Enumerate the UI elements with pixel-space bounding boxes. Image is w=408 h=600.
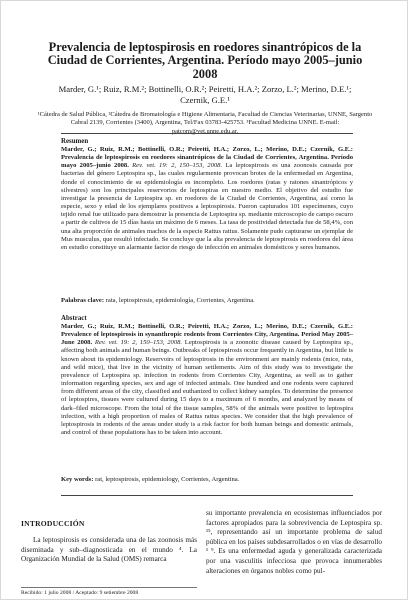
key-words [61,476,353,484]
resumen-reference: Rev. vet. 19: 2, 150–153, 2008. [132,162,223,170]
intro-heading: INTRODUCCIÓN [21,519,85,528]
bottom-rule [61,495,353,496]
resumen-heading: Resumen [61,138,89,145]
palabras-clave [61,297,353,305]
abstract-heading: Abstract [61,315,87,322]
received-note: Recibido: 1 julio 2008 / Aceptado: 9 setiembre 2008 [21,587,197,597]
author-list: Marder, G.¹; Ruiz, R.M.²; Bottinelli, O.R.²; Peiretti, H.A.²; Zorzo, L.²; Merino, D.E.¹; Czernik, G.E.¹ [58,84,352,105]
abstract-citation: Marder, G.; Ruiz, R.M.; Bottinelli, O.R.; Peiretti, H.A.; Zorzo, L.; Merino, D.E.; Czernik, G.E.: Prevalence of leptospirosis in synanthropic rodents from Corrientes City, Argentina. Period May 2005–June 2008. [61,323,353,347]
article-title: Prevalencia de leptospirosis en roedores sinantrópicos de la Ciudad de Corrientes, Argentina. Período mayo 2005–junio 2008 [47,40,363,81]
intro-left-column: La leptospirosis es considerada una de las zoonosis más diseminada y sub–diagnosticada en el mundo ⁴. La Organización Mundial de la Salud (OMS) remarca [21,536,197,564]
key-words-label: Key words: [61,476,94,483]
palabras-clave-text: rata, leptospirosis, epidemiología, Corrientes, Argentina. [105,297,255,304]
abstract-body: Leptospirosis is a zoonotic disease caused by Leptospira sp., affecting both animals and human beings. Outbreaks of leptospirosis occur frequently in Argentina, but little is known about its epidemiology. Reservoirs of leptospirosis in the environment are mainly rodents (mice, rats, and wild mice), that live in the vicinity of human settlements. Aim of this study was to investigate the prevalence of Leptospira sp. infection in rodents from Corrientes City, Argentina, as well as to gather information regarding species, sex and age of infected animals. One hundred and one rodents were captured from different areas of the city, classified and euthanized to collect kidney samples. To determine the presence of leptospires, tissues were cultured during 15 days to a maximum of 6 months, and analyzed by means of dark–filed microscope. From the total of the tissue samples, 58% of the animals were positive to leptospira infection, with a high proportion of males of Rattus rattus species. We consider that the high prevalence of leptospirosis in rodents of the areas under study is a risk factor for both human beings and domestic animals, and control of these populations has to be taken into account. [61,339,353,437]
resumen-citation: Marder, G.; Ruiz, R.M.; Bottinelli, O.R.; Peiretti, H.A.; Zorzo, L.; Merino, D.E.; Czernik, G.E.: Prevalencia de leptospirosis en roedores sinantrópicos de la Ciudad de Corrientes, Argentina. Período mayo 2005–junio 2008. [61,146,353,170]
resumen-block [61,146,353,252]
intro-right-column: su importante prevalencia en ecosistemas influenciados por factores apropiados para la sobrevivencia de Leptospira sp. ¹⁵, representando así un importante problema de salud pública en los países subdesarrollados o en vías de desarrollo ¹ ⁹. Es una enfermedad aguda y generalizada caracterizada por una vasculitis infecciosa que provoca innumerables alteraciones en órganos nobles como pul- [206,509,382,575]
resumen-body: La leptospirosis es una zoonosis causada por bacterias del género Leptospira sp., las cuales regularmente provocan brotes de la enfermedad en Argentina, donde el conocimiento de su epidemiología es incompleto. Los roedores (ratas y ratones sinantrópicos y silvestres) son los principales reservorios de leptospiras en nuestro medio. El objetivo del estudio fue investigar la presencia de Leptospira sp. en roedores de la Ciudad de Corrientes, Argentina, así como la especie, sexo y edad de los ejemplares positivos a leptospirosis. Fueron capturados 101 especímenes, cuyo tejido renal fue utilizado para demostrar la presencia de Leptospira sp. mediante microscopio de campo oscuro a partir de cultivos de 15 días hasta un máximo de 6 meses. La tasa de positividad detectada fue de 58,4%, con una alta proporción de animales machos de la especie Rattus rattus. Solamente pudo capturarse un ejemplar de Mus musculus, que resultó infectado. Se concluye que la alta prevalencia de leptospirosis en roedores del área en estudio constituye un alarmante factor de riesgo de infección en animales domésticos y seres humanos. [61,162,353,251]
key-words-text: rat, leptospirosis, epidemiology, Corrientes, Argentina. [95,476,240,483]
abstract-reference: Rev. vet. 19: 2, 150–153, 2008. [94,339,183,347]
top-rule [61,133,353,134]
palabras-clave-label: Palabras clave: [61,297,105,304]
affiliations: ¹Cátedra de Salud Pública, ²Cátedra de Bromatología e Higiene Alimentaria, Facultad de Ciencias Veterinarias, UNNE, Sargento Cabral 2139, Corrientes (3400), Argentina, Tel/Fax 03783-425753. ³Facultad Medicina UNNE. E-mail: patcom@vet.unne.edu.ar. [37,111,373,135]
abstract-block [61,323,353,437]
